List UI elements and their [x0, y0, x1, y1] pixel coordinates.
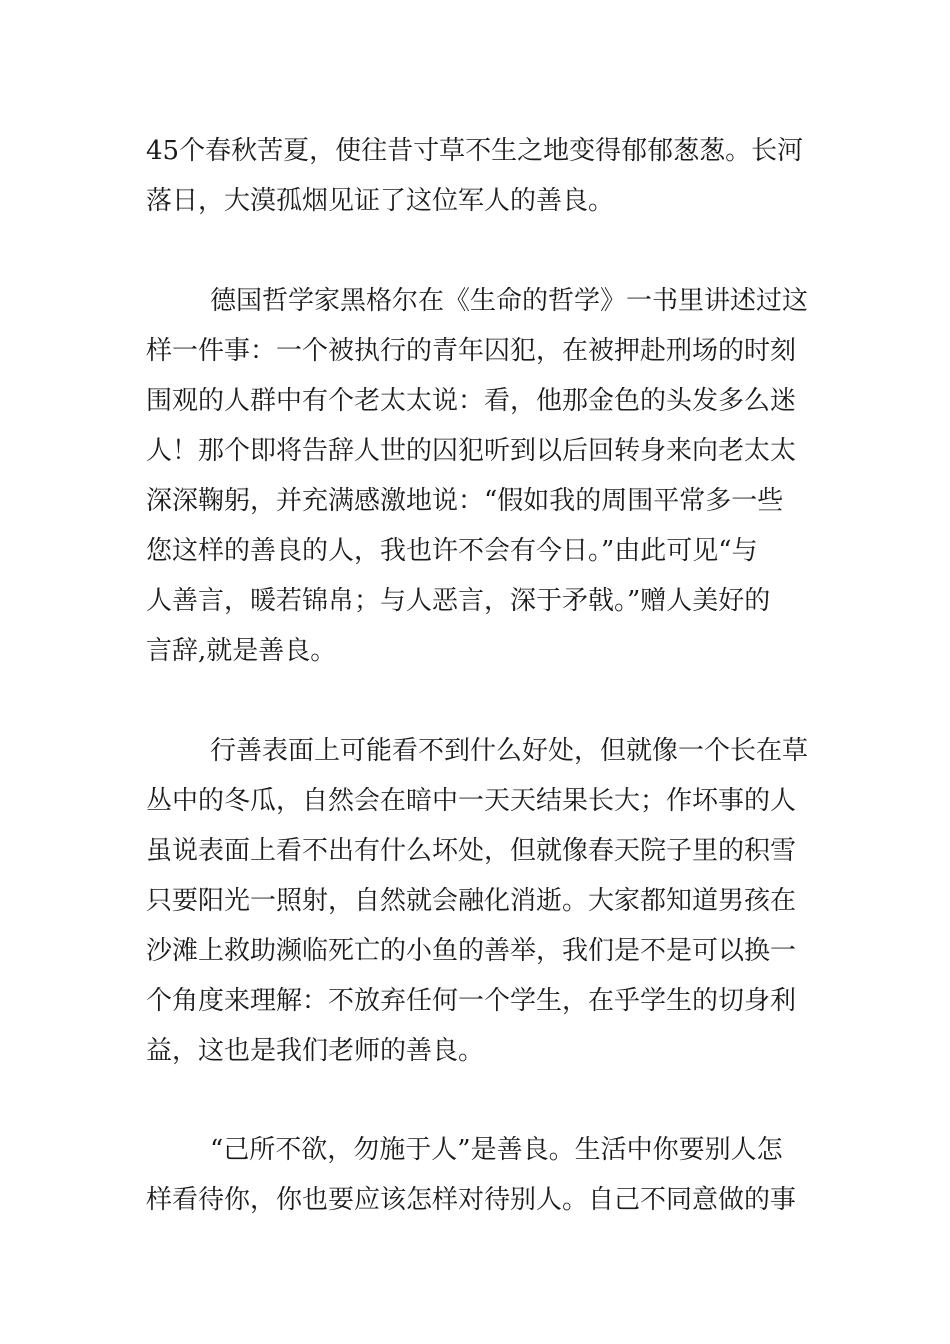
paragraph-line: 围观的人群中有个老太太说：看，他那金色的头发多么迷: [146, 386, 797, 416]
paragraph-line: 落日，大漠孤烟见证了这位军人的善良。: [146, 186, 615, 216]
paragraph-line: 沙滩上救助濒临死亡的小鱼的善举，我们是不是可以换一: [146, 936, 797, 966]
paragraph-2: [146, 276, 816, 676]
paragraph-line: 样一件事：一个被执行的青年囚犯，在被押赴刑场的时刻: [146, 336, 797, 366]
paragraph-line: 深深鞠躬，并充满感激地说：“假如我的周围平常多一些: [146, 486, 784, 516]
paragraph-line: 人！那个即将告辞人世的囚犯听到以后回转身来向老太太: [146, 436, 797, 466]
paragraph-line: 行善表面上可能看不到什么好处，但就像一个长在草: [210, 736, 809, 766]
paragraph-line: 只要阳光一照射，自然就会融化消逝。大家都知道男孩在: [146, 886, 797, 916]
paragraph-line: 德国哲学家黑格尔在《生命的哲学》一书里讲述过这: [210, 286, 809, 316]
paragraph-line: 45个春秋苦夏，使往昔寸草不生之地变得郁郁葱葱。长河: [146, 136, 804, 166]
paragraph-4: [146, 1125, 816, 1225]
paragraph-line: “己所不欲，勿施于人”是善良。生活中你要别人怎: [210, 1135, 783, 1165]
paragraph-line: 益，这也是我们老师的善良。: [146, 1036, 485, 1066]
paragraph-line: 样看待你，你也要应该怎样对待别人。自己不同意做的事: [146, 1185, 797, 1215]
paragraph-line: 虽说表面上看不出有什么坏处，但就像春天院子里的积雪: [146, 836, 797, 866]
paragraph-1: [146, 126, 816, 226]
paragraph-line: 人善言，暖若锦帛；与人恶言，深于矛戟。”赠人美好的: [146, 586, 771, 616]
paragraph-line: 言辞,就是善良。: [146, 636, 337, 666]
paragraph-line: 丛中的冬瓜，自然会在暗中一天天结果长大；作坏事的人: [146, 786, 797, 816]
paragraph-line: 个角度来理解：不放弃任何一个学生，在乎学生的切身利: [146, 986, 797, 1016]
paragraph-line: 您这样的善良的人，我也许不会有今日。”由此可见“与: [146, 536, 758, 566]
paragraph-3: [146, 726, 816, 1076]
